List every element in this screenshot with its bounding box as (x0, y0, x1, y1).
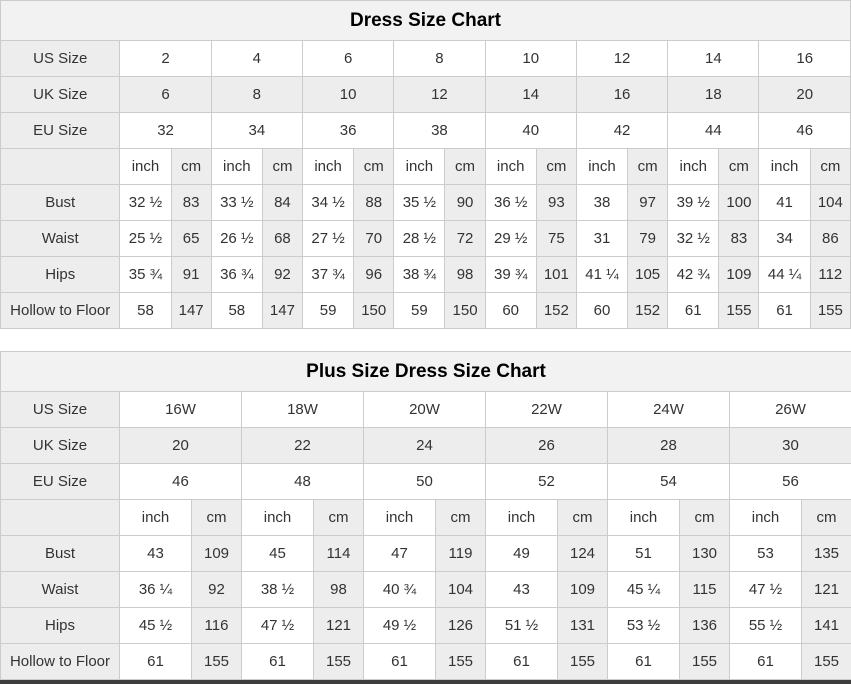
measurement-value-cell: 45 ½ (120, 608, 192, 644)
size-value-cell: 2 (120, 41, 211, 77)
measurement-value-cell: 105 (628, 257, 668, 293)
plus-size-dress-size-chart-body (1, 352, 851, 680)
unit-inch-label: inch (120, 500, 192, 536)
row-label: Bust (1, 185, 120, 221)
measurement-value-cell: 61 (486, 644, 558, 680)
size-value-cell: 10 (485, 41, 576, 77)
measurement-value-cell: 83 (171, 185, 211, 221)
size-value-cell: 8 (394, 41, 485, 77)
measurement-value-cell: 42 ¾ (668, 257, 719, 293)
measurement-value-cell: 131 (558, 608, 608, 644)
measurement-value-cell: 155 (192, 644, 242, 680)
measurement-value-cell: 68 (262, 221, 302, 257)
row-label: EU Size (1, 113, 120, 149)
size-value-cell: 48 (242, 464, 364, 500)
size-value-cell: 26W (730, 392, 851, 428)
size-value-cell: 20 (759, 77, 851, 113)
measurement-value-cell: 61 (668, 293, 719, 329)
measurement-value-cell: 79 (628, 221, 668, 257)
measurement-value-cell: 119 (436, 536, 486, 572)
measurement-value-cell: 135 (802, 536, 851, 572)
unit-inch-label: inch (364, 500, 436, 536)
unit-inch-label: inch (394, 149, 445, 185)
measurement-value-cell: 116 (192, 608, 242, 644)
size-value-cell: 20 (120, 428, 242, 464)
size-value-cell: 14 (485, 77, 576, 113)
measurement-value-cell: 130 (680, 536, 730, 572)
size-row (1, 464, 851, 500)
measurement-value-cell: 92 (192, 572, 242, 608)
unit-inch-label: inch (486, 500, 558, 536)
size-value-cell: 6 (120, 77, 211, 113)
row-label: Waist (1, 572, 120, 608)
size-value-cell: 42 (576, 113, 667, 149)
measurement-value-cell: 35 ¾ (120, 257, 171, 293)
empty-corner-cell (1, 500, 120, 536)
size-value-cell: 38 (394, 113, 485, 149)
measurement-row (1, 644, 851, 680)
measurement-value-cell: 83 (719, 221, 759, 257)
measurement-value-cell: 141 (802, 608, 851, 644)
unit-cm-label: cm (810, 149, 850, 185)
unit-cm-label: cm (680, 500, 730, 536)
measurement-value-cell: 38 ½ (242, 572, 314, 608)
size-value-cell: 4 (211, 41, 302, 77)
measurement-value-cell: 155 (558, 644, 608, 680)
measurement-value-cell: 60 (576, 293, 627, 329)
unit-inch-label: inch (759, 149, 810, 185)
measurement-value-cell: 38 (576, 185, 627, 221)
measurement-value-cell: 43 (486, 572, 558, 608)
measurement-value-cell: 70 (354, 221, 394, 257)
measurement-value-cell: 49 (486, 536, 558, 572)
size-value-cell: 6 (303, 41, 394, 77)
row-label: UK Size (1, 428, 120, 464)
size-row (1, 113, 851, 149)
chart-title: Plus Size Dress Size Chart (1, 352, 851, 392)
size-value-cell: 36 (303, 113, 394, 149)
measurement-value-cell: 152 (536, 293, 576, 329)
plus-size-dress-size-chart-table (0, 351, 851, 680)
measurement-value-cell: 29 ½ (485, 221, 536, 257)
measurement-value-cell: 45 (242, 536, 314, 572)
measurement-value-cell: 60 (485, 293, 536, 329)
measurement-value-cell: 49 ½ (364, 608, 436, 644)
measurement-row (1, 608, 851, 644)
measurement-value-cell: 61 (608, 644, 680, 680)
table-gap (0, 329, 851, 351)
chart-title: Dress Size Chart (1, 1, 851, 41)
measurement-value-cell: 90 (445, 185, 485, 221)
measurement-value-cell: 26 ½ (211, 221, 262, 257)
measurement-row (1, 572, 851, 608)
measurement-value-cell: 45 ¼ (608, 572, 680, 608)
measurement-value-cell: 59 (394, 293, 445, 329)
measurement-value-cell: 92 (262, 257, 302, 293)
unit-inch-label: inch (730, 500, 802, 536)
measurement-value-cell: 150 (354, 293, 394, 329)
size-value-cell: 46 (759, 113, 851, 149)
measurement-value-cell: 98 (314, 572, 364, 608)
measurement-value-cell: 147 (262, 293, 302, 329)
measurement-value-cell: 136 (680, 608, 730, 644)
row-label: US Size (1, 41, 120, 77)
size-value-cell: 12 (576, 41, 667, 77)
measurement-value-cell: 59 (303, 293, 354, 329)
size-value-cell: 14 (668, 41, 759, 77)
measurement-value-cell: 126 (436, 608, 486, 644)
size-value-cell: 18W (242, 392, 364, 428)
measurement-value-cell: 91 (171, 257, 211, 293)
measurement-value-cell: 104 (436, 572, 486, 608)
measurement-value-cell: 65 (171, 221, 211, 257)
measurement-value-cell: 155 (802, 644, 851, 680)
measurement-value-cell: 61 (120, 644, 192, 680)
size-value-cell: 16W (120, 392, 242, 428)
measurement-row (1, 221, 851, 257)
size-value-cell: 50 (364, 464, 486, 500)
size-value-cell: 52 (486, 464, 608, 500)
row-label: US Size (1, 392, 120, 428)
measurement-value-cell: 121 (802, 572, 851, 608)
measurement-value-cell: 109 (719, 257, 759, 293)
unit-inch-label: inch (576, 149, 627, 185)
size-value-cell: 20W (364, 392, 486, 428)
size-value-cell: 16 (576, 77, 667, 113)
measurement-value-cell: 86 (810, 221, 850, 257)
unit-cm-label: cm (192, 500, 242, 536)
measurement-value-cell: 43 (120, 536, 192, 572)
measurement-value-cell: 114 (314, 536, 364, 572)
row-label: Hips (1, 608, 120, 644)
measurement-value-cell: 101 (536, 257, 576, 293)
measurement-value-cell: 61 (242, 644, 314, 680)
unit-cm-label: cm (436, 500, 486, 536)
measurement-value-cell: 109 (192, 536, 242, 572)
unit-cm-label: cm (354, 149, 394, 185)
measurement-value-cell: 53 (730, 536, 802, 572)
unit-cm-label: cm (171, 149, 211, 185)
row-label: Hollow to Floor (1, 644, 120, 680)
measurement-value-cell: 41 (759, 185, 810, 221)
unit-cm-label: cm (536, 149, 576, 185)
dress-size-chart-body (1, 1, 851, 329)
unit-header-row (1, 500, 851, 536)
measurement-value-cell: 104 (810, 185, 850, 221)
measurement-value-cell: 155 (314, 644, 364, 680)
row-label: Bust (1, 536, 120, 572)
unit-inch-label: inch (485, 149, 536, 185)
measurement-row (1, 185, 851, 221)
measurement-value-cell: 84 (262, 185, 302, 221)
size-value-cell: 46 (120, 464, 242, 500)
unit-inch-label: inch (242, 500, 314, 536)
measurement-value-cell: 98 (445, 257, 485, 293)
size-value-cell: 8 (211, 77, 302, 113)
measurement-value-cell: 115 (680, 572, 730, 608)
measurement-value-cell: 155 (810, 293, 850, 329)
measurement-value-cell: 34 ½ (303, 185, 354, 221)
measurement-value-cell: 38 ¾ (394, 257, 445, 293)
measurement-value-cell: 36 ¼ (120, 572, 192, 608)
size-value-cell: 44 (668, 113, 759, 149)
measurement-value-cell: 34 (759, 221, 810, 257)
measurement-row (1, 257, 851, 293)
measurement-value-cell: 155 (436, 644, 486, 680)
measurement-value-cell: 97 (628, 185, 668, 221)
measurement-value-cell: 121 (314, 608, 364, 644)
measurement-value-cell: 51 (608, 536, 680, 572)
size-value-cell: 56 (730, 464, 851, 500)
measurement-value-cell: 150 (445, 293, 485, 329)
measurement-value-cell: 33 ½ (211, 185, 262, 221)
measurement-value-cell: 61 (364, 644, 436, 680)
unit-cm-label: cm (719, 149, 759, 185)
measurement-value-cell: 41 ¼ (576, 257, 627, 293)
measurement-value-cell: 75 (536, 221, 576, 257)
measurement-value-cell: 47 ½ (242, 608, 314, 644)
measurement-value-cell: 35 ½ (394, 185, 445, 221)
measurement-value-cell: 39 ½ (668, 185, 719, 221)
measurement-value-cell: 96 (354, 257, 394, 293)
size-row (1, 77, 851, 113)
size-value-cell: 40 (485, 113, 576, 149)
unit-inch-label: inch (120, 149, 171, 185)
unit-inch-label: inch (303, 149, 354, 185)
dress-size-chart-table (0, 0, 851, 329)
unit-cm-label: cm (802, 500, 851, 536)
measurement-value-cell: 72 (445, 221, 485, 257)
row-label: Hollow to Floor (1, 293, 120, 329)
size-value-cell: 24 (364, 428, 486, 464)
chart-title-row (1, 1, 851, 41)
size-value-cell: 30 (730, 428, 851, 464)
measurement-value-cell: 61 (730, 644, 802, 680)
size-value-cell: 10 (303, 77, 394, 113)
measurement-value-cell: 28 ½ (394, 221, 445, 257)
size-value-cell: 54 (608, 464, 730, 500)
size-value-cell: 34 (211, 113, 302, 149)
size-value-cell: 22 (242, 428, 364, 464)
unit-cm-label: cm (628, 149, 668, 185)
measurement-value-cell: 36 ½ (485, 185, 536, 221)
row-label: EU Size (1, 464, 120, 500)
measurement-value-cell: 36 ¾ (211, 257, 262, 293)
measurement-value-cell: 58 (120, 293, 171, 329)
unit-cm-label: cm (558, 500, 608, 536)
measurement-value-cell: 88 (354, 185, 394, 221)
bottom-page-edge (0, 680, 851, 684)
unit-inch-label: inch (211, 149, 262, 185)
unit-cm-label: cm (314, 500, 364, 536)
measurement-value-cell: 32 ½ (120, 185, 171, 221)
chart-title-row (1, 352, 851, 392)
measurement-value-cell: 155 (719, 293, 759, 329)
measurement-value-cell: 25 ½ (120, 221, 171, 257)
measurement-value-cell: 53 ½ (608, 608, 680, 644)
size-row (1, 392, 851, 428)
measurement-value-cell: 100 (719, 185, 759, 221)
measurement-value-cell: 61 (759, 293, 810, 329)
size-value-cell: 12 (394, 77, 485, 113)
measurement-value-cell: 109 (558, 572, 608, 608)
measurement-value-cell: 47 (364, 536, 436, 572)
unit-cm-label: cm (262, 149, 302, 185)
measurement-value-cell: 55 ½ (730, 608, 802, 644)
size-value-cell: 32 (120, 113, 211, 149)
unit-header-row (1, 149, 851, 185)
size-value-cell: 22W (486, 392, 608, 428)
size-value-cell: 28 (608, 428, 730, 464)
size-row (1, 428, 851, 464)
measurement-value-cell: 155 (680, 644, 730, 680)
measurement-value-cell: 47 ½ (730, 572, 802, 608)
size-value-cell: 16 (759, 41, 851, 77)
measurement-value-cell: 31 (576, 221, 627, 257)
measurement-value-cell: 51 ½ (486, 608, 558, 644)
measurement-value-cell: 32 ½ (668, 221, 719, 257)
row-label: UK Size (1, 77, 120, 113)
measurement-value-cell: 93 (536, 185, 576, 221)
empty-corner-cell (1, 149, 120, 185)
measurement-row (1, 293, 851, 329)
size-value-cell: 26 (486, 428, 608, 464)
measurement-value-cell: 124 (558, 536, 608, 572)
row-label: Waist (1, 221, 120, 257)
size-value-cell: 18 (668, 77, 759, 113)
measurement-value-cell: 27 ½ (303, 221, 354, 257)
measurement-value-cell: 58 (211, 293, 262, 329)
unit-inch-label: inch (608, 500, 680, 536)
size-value-cell: 24W (608, 392, 730, 428)
unit-inch-label: inch (668, 149, 719, 185)
measurement-value-cell: 39 ¾ (485, 257, 536, 293)
measurement-value-cell: 152 (628, 293, 668, 329)
measurement-row (1, 536, 851, 572)
measurement-value-cell: 147 (171, 293, 211, 329)
measurement-value-cell: 37 ¾ (303, 257, 354, 293)
measurement-value-cell: 40 ¾ (364, 572, 436, 608)
unit-cm-label: cm (445, 149, 485, 185)
measurement-value-cell: 44 ¼ (759, 257, 810, 293)
row-label: Hips (1, 257, 120, 293)
measurement-value-cell: 112 (810, 257, 850, 293)
size-row (1, 41, 851, 77)
